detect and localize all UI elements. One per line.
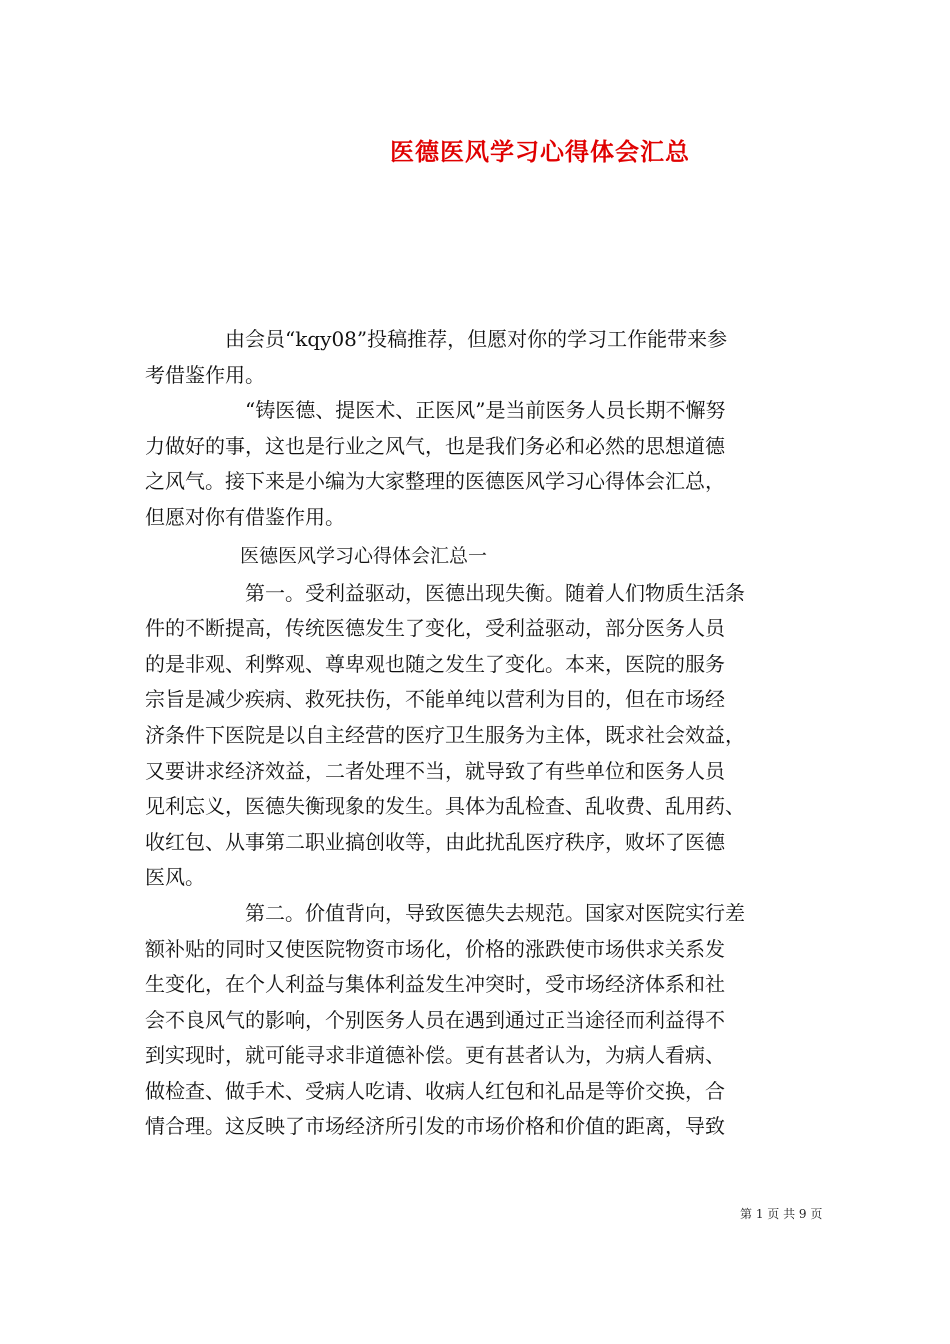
- text-line: 收红包、从事第二职业搞创收等，由此扰乱医疗秩序，败坏了医德: [145, 829, 725, 854]
- text-line: 又要讲求经济效益，二者处理不当，就导致了有些单位和医务人员: [145, 758, 725, 783]
- text-line: 生变化，在个人利益与集体利益发生冲突时，受市场经济体系和社: [145, 972, 725, 997]
- intro-paragraph: [145, 322, 808, 393]
- text-line: 会不良风气的影响，个别医务人员在遇到通过正当途径而利益得不: [145, 1007, 725, 1032]
- text-line: 但愿对你有借鉴作用。: [145, 504, 345, 529]
- text-line: 件的不断提高，传统医德发生了变化，受利益驱动，部分医务人员: [145, 616, 725, 641]
- page-number: 第 1 页 共 9 页: [740, 1207, 823, 1221]
- section-heading: 医德医风学习心得体会汇总一: [145, 544, 488, 567]
- text-line: 宗旨是减少疾病、救死扶伤，不能单纯以营利为目的，但在市场经: [145, 687, 725, 712]
- text-line: 考借鉴作用。: [145, 362, 265, 387]
- text-line: 第二。价值背向，导致医德失去规范。国家对医院实行差: [145, 900, 745, 925]
- section-paragraph-2: [145, 896, 808, 1145]
- section-paragraph-1: [145, 576, 808, 896]
- text-line: 见利忘义，医德失衡现象的发生。具体为乱检查、乱收费、乱用药、: [145, 794, 745, 819]
- text-line: 力做好的事，这也是行业之风气，也是我们务必和必然的思想道德: [145, 433, 725, 458]
- text-line: 济条件下医院是以自主经营的医疗卫生服务为主体，既求社会效益，: [145, 722, 745, 747]
- text-line: 情合理。这反映了市场经济所引发的市场价格和价值的距离，导致: [145, 1114, 725, 1139]
- text-line: 额补贴的同时又使医院物资市场化，价格的涨跌使市场供求关系发: [145, 936, 725, 961]
- text-line: 第一。受利益驱动，医德出现失衡。随着人们物质生活条: [145, 580, 745, 605]
- text-line: 医风。: [145, 865, 205, 890]
- text-line: 之风气。接下来是小编为大家整理的医德医风学习心得体会汇总，: [145, 469, 725, 494]
- text-line: 的是非观、利弊观、尊卑观也随之发生了变化。本来，医院的服务: [145, 651, 725, 676]
- summary-paragraph: [145, 393, 808, 535]
- text-line: 到实现时，就可能寻求非道德补偿。更有甚者认为，为病人看病、: [145, 1043, 725, 1068]
- text-line: “铸医德、提医术、正医风”是当前医务人员长期不懈努: [145, 398, 726, 423]
- text-line: 做检查、做手术、受病人吃请、收病人红包和礼品是等价交换，合: [145, 1078, 725, 1103]
- document-title: 医德医风学习心得体会汇总: [390, 137, 690, 166]
- text-line: 由会员“kqy08”投稿推荐，但愿对你的学习工作能带来参: [145, 327, 728, 351]
- document-body: [145, 322, 808, 1145]
